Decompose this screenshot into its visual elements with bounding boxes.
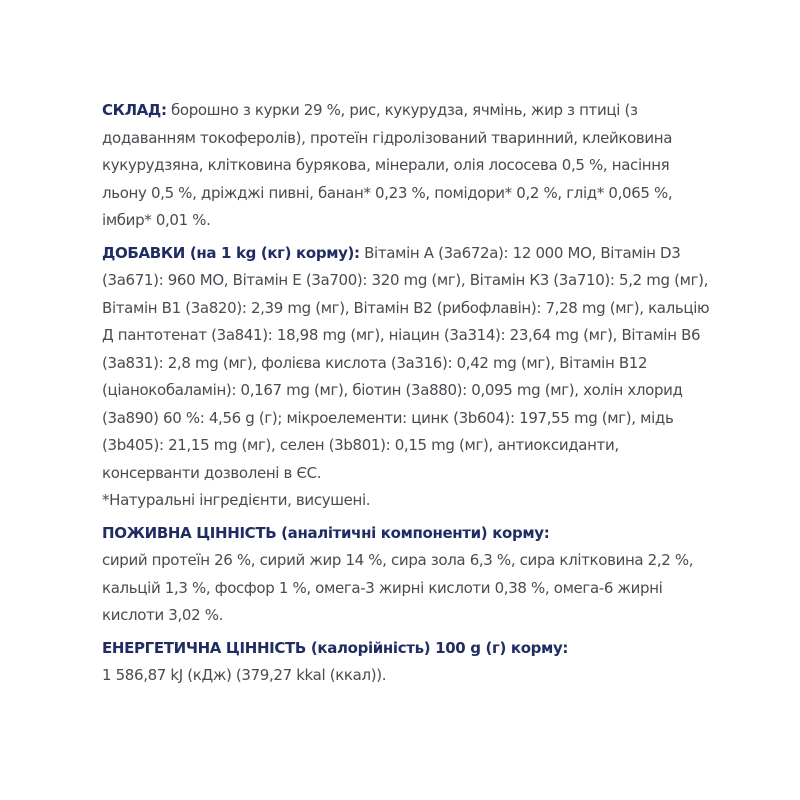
nutrition-text: сирий протеїн 26 %, сирий жир 14 %, сира зола 6,3 %, сира клітковина 2,2 %, кальцій 1,3 %, фосфор 1 %, омега-3 жирні кислоти 0,38 %, омега-6 жирні кислоти 3,02 %. (102, 551, 694, 624)
composition-section (102, 97, 712, 235)
energy-section (102, 635, 712, 690)
composition-heading: СКЛАД: (102, 101, 167, 119)
product-composition-label (102, 97, 712, 695)
nutrition-section (102, 520, 712, 630)
additives-heading: ДОБАВКИ (на 1 kg (кг) корму): (102, 243, 360, 262)
energy-heading: ЕНЕРГЕТИЧНА ЦІННІСТЬ (калорійність) 100 g (г) корму: (102, 638, 569, 657)
composition-text: борошно з курки 29 %, рис, кукурудза, ячмінь, жир з птиці (з додаванням токоферолів), протеїн гідролізований тваринний, клейковина кукурудзяна, клітковина бурякова, мінерали, олія лососева 0,5 %, насіння льону 0,5 %, дріжджі пивні, банан* 0,23 %, помідори* 0,2 %, глід* 0,065 %, імбир* 0,01 %. (102, 101, 673, 229)
additives-text: Вітамін А (3а672а): 12 000 МО, Вітамін D3 (3а671): 960 МО, Вітамін Е (3а700): 320 mg (мг), Вітамін К3 (3а710): 5,2 mg (мг), Вітамін В1 (3а820): 2,39 mg (мг), Вітамін В2 (рибофлавін): 7,28 mg (мг), кальцію Д пантотенат (3а841): 18,98 mg (мг), ніацин (3а314): 23,64 mg (мг), Вітамін В6 (3а831): 2,8 mg (мг), фолієва кислота (3а316): 0,42 mg (мг), Вітамін В12 (ціанокобаламін): 0,167 mg (мг), біотин (3а880): 0,095 mg (мг), холін хлорид (3а890) 60 %: 4,56 g (г); мікроелементи: цинк (3b604): 197,55 mg (мг), мідь (3b405): 21,15 mg (мг), селен (3b801): 0,15 mg (мг), антиоксиданти, консерванти дозволені в ЄС. (102, 243, 710, 482)
nutrition-heading: ПОЖИВНА ЦІННІСТЬ (аналітичні компоненти) корму: (102, 523, 550, 542)
natural-ingredients-note: *Натуральні інгредієнти, висушені. (102, 491, 371, 509)
energy-text: 1 586,87 kJ (кДж) (379,27 kkal (ккал)). (102, 666, 387, 684)
additives-section (102, 240, 712, 515)
